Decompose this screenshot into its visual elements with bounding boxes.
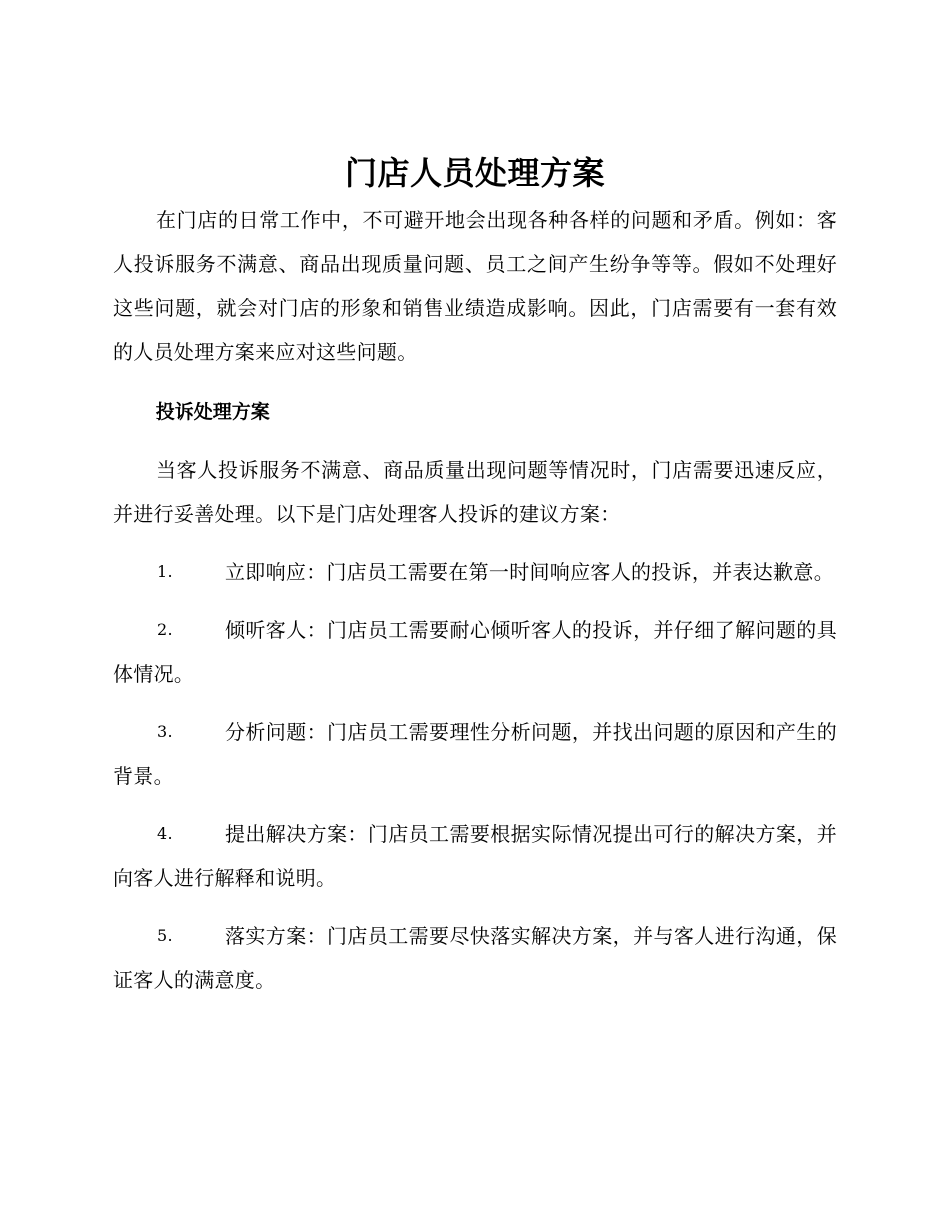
list-item-text: 分析问题：门店员工需要理性分析问题，并找出问题的原因和产生的背景。	[113, 720, 837, 788]
list-item	[113, 914, 837, 1002]
list-item	[113, 550, 837, 594]
list-item	[113, 608, 837, 696]
section-intro-paragraph: 当客人投诉服务不满意、商品质量出现问题等情况时，门店需要迅速反应，并进行妥善处理。以下是门店处理客人投诉的建议方案：	[113, 458, 837, 526]
list-item-text: 落实方案：门店员工需要尽快落实解决方案，并与客人进行沟通，保证客人的满意度。	[113, 924, 837, 992]
list-item	[113, 710, 837, 798]
list-item-number: 1.	[157, 562, 173, 581]
list-item-number: 2.	[157, 620, 173, 639]
list-item-number: 4.	[157, 824, 173, 843]
list-item-text: 提出解决方案：门店员工需要根据实际情况提出可行的解决方案，并向客人进行解释和说明。	[113, 822, 837, 890]
list-item-text: 倾听客人：门店员工需要耐心倾听客人的投诉，并仔细了解问题的具体情况。	[113, 618, 837, 686]
list-item	[113, 812, 837, 900]
list-item-text: 立即响应：门店员工需要在第一时间响应客人的投诉，并表达歉意。	[225, 560, 834, 584]
page-title: 门店人员处理方案	[344, 154, 605, 192]
list-item-number: 5.	[157, 926, 173, 945]
document-body	[113, 148, 837, 1002]
list-item-number: 3.	[157, 722, 173, 741]
complaint-steps-list	[113, 550, 837, 1002]
intro-paragraph: 在门店的日常工作中，不可避开地会出现各种各样的问题和矛盾。例如：客人投诉服务不满意、商品出现质量问题、员工之间产生纷争等等。假如不处理好这些问题，就会对门店的形象和销售业绩造成影响。因此，门店需要有一套有效的人员处理方案来应对这些问题。	[113, 208, 837, 364]
section-heading: 投诉处理方案	[155, 401, 270, 423]
